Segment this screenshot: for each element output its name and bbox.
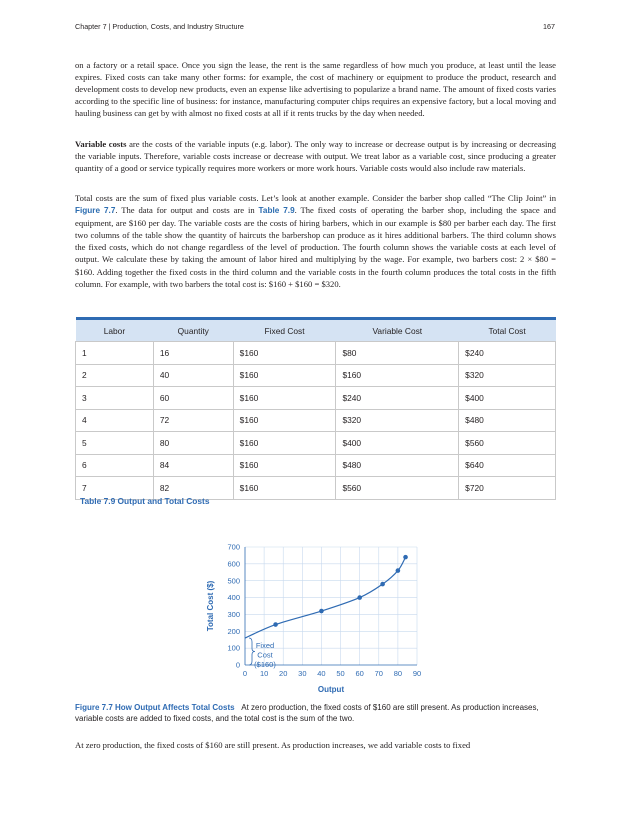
table-cell: 1 xyxy=(76,342,154,365)
figure-caption-text: At zero production, the fixed costs of $160 are still present. As production increases, variable costs are added to fixed costs, and the total cost is the sum of the two. xyxy=(75,703,539,723)
table-caption: Table 7.9 Output and Total Costs xyxy=(80,496,210,506)
table-cell: $160 xyxy=(336,364,459,387)
x-tick-label: 60 xyxy=(355,669,364,678)
y-tick-label: 300 xyxy=(227,610,240,620)
x-tick-label: 80 xyxy=(393,669,403,678)
table-cell: $80 xyxy=(336,342,459,365)
table-cell: $320 xyxy=(459,364,556,387)
table-cell: $160 xyxy=(233,342,336,365)
table-cell: $720 xyxy=(459,477,556,500)
data-point xyxy=(273,622,278,627)
column-header: Labor xyxy=(76,319,154,342)
running-head xyxy=(75,22,555,36)
table-row xyxy=(76,342,556,365)
x-tick-label: 10 xyxy=(259,669,269,678)
table-cell: $160 xyxy=(233,409,336,432)
x-tick-label: 90 xyxy=(412,669,422,678)
table-cell: $400 xyxy=(459,387,556,410)
figure-caption xyxy=(75,703,556,724)
paragraph-fixed-costs xyxy=(75,59,556,119)
y-axis-label: Total Cost ($) xyxy=(206,580,215,632)
table-cell: 2 xyxy=(76,364,154,387)
data-point xyxy=(380,582,385,587)
table-cell: 40 xyxy=(153,364,233,387)
paragraph-variable-costs xyxy=(75,138,556,174)
paragraph-text: At zero production, the fixed costs of $160 are still present. As production increases, we add variable costs to fixed xyxy=(75,740,471,750)
table-cell: $560 xyxy=(459,432,556,455)
term-variable-costs: Variable costs xyxy=(75,139,127,149)
table-cell: 82 xyxy=(153,477,233,500)
table-cell: 3 xyxy=(76,387,154,410)
x-axis-label: Output xyxy=(317,685,345,694)
y-tick-label: 600 xyxy=(227,559,240,569)
data-point xyxy=(357,595,362,600)
table-cell: $160 xyxy=(233,454,336,477)
table-row xyxy=(76,409,556,432)
x-tick-label: 20 xyxy=(279,669,288,678)
table-cell: $640 xyxy=(459,454,556,477)
table-cell: $320 xyxy=(336,409,459,432)
x-tick-label: 30 xyxy=(298,669,307,678)
fixed-cost-annotation xyxy=(249,638,276,669)
table-cell: 5 xyxy=(76,432,154,455)
table-cell: 60 xyxy=(153,387,233,410)
table-cell: $560 xyxy=(336,477,459,500)
table-cell: $240 xyxy=(336,387,459,410)
y-tick-label: 700 xyxy=(227,542,240,552)
x-tick-label: 50 xyxy=(336,669,345,678)
table-header-row xyxy=(76,319,556,342)
y-tick-label: 100 xyxy=(227,643,240,653)
table-cell: $480 xyxy=(459,409,556,432)
annotation-text: Fixed xyxy=(255,641,275,651)
chapter-title: Chapter 7 | Production, Costs, and Industry Structure xyxy=(75,22,244,31)
x-tick-label: 70 xyxy=(374,669,383,678)
figure-link[interactable]: Figure 7.7 xyxy=(75,206,116,216)
paragraph-total-costs xyxy=(75,192,556,290)
table-cell: $160 xyxy=(233,387,336,410)
table-cell: 84 xyxy=(153,454,233,477)
column-header: Quantity xyxy=(153,319,233,342)
column-header: Fixed Cost xyxy=(233,319,336,342)
column-header: Variable Cost xyxy=(336,319,459,342)
table-cell: 4 xyxy=(76,409,154,432)
x-tick-label: 40 xyxy=(317,669,326,678)
y-tick-label: 0 xyxy=(235,660,240,670)
output-cost-table xyxy=(75,317,556,500)
table-cell: $240 xyxy=(459,342,556,365)
table-cell: 7 xyxy=(76,477,154,500)
annotation-text: ($160) xyxy=(254,660,276,670)
paragraph-text: are the costs of the variable inputs (e.g. labor). The only way to increase or decrease output is by increasing or decreasing the variable inputs. Therefore, variable costs increase or decrease with output. We treat labor as a variable cost, since producing a greater quantity of a good or service typically requires more workers or more work hours. Variable costs would also include raw materials. xyxy=(75,139,556,174)
table-link[interactable]: Table 7.9 xyxy=(258,206,295,216)
paragraph-closing xyxy=(75,739,556,751)
table-cell: $160 xyxy=(233,432,336,455)
figure-caption-label: Figure 7.7 How Output Affects Total Costs xyxy=(75,703,235,712)
paragraph-text: . The fixed costs of operating the barber shop, including the space and equipment, are $160 per day. The variable costs are the costs of hiring barbers, which in our example is $80 per barber each day. The first two columns of the table show the quantity of haircuts the barbershop can produce as it hires additional barbers. The third column shows the fixed costs, which do not change regardless of the level of production. The fourth column shows the variable costs at each level of output. We calculate these by taking the amount of labor hired and multiplying by the wage. For example, two barbers cost: 2 × $80 = $160. Adding together the fixed costs in the third column and the variable costs in the fourth column produces the total costs in the fifth column. For example, with two barbers the total cost is: $160 + $160 = $320. xyxy=(75,205,556,289)
table-cell: $160 xyxy=(233,477,336,500)
paragraph-text: Total costs are the sum of fixed plus variable costs. Let’s look at another example. Consider the barber shop called “The Clip Joint” in xyxy=(75,193,556,203)
y-tick-label: 200 xyxy=(227,626,240,636)
y-tick-label: 500 xyxy=(227,576,240,586)
column-header: Total Cost xyxy=(459,319,556,342)
table-row xyxy=(76,454,556,477)
data-point xyxy=(403,555,408,560)
paragraph-text: on a factory or a retail space. Once you sign the lease, the rent is the same regardless of how much you produce, at least until the lease expires. Fixed costs can take many other forms: for example, the cost of machinery or equipment to produce the product, research and development costs to develop new products, even an expense like advertising to popularize a brand name. The amount of fixed costs varies according to the specific line of business: for instance, manufacturing computer chips requires an expensive factory, but a local moving and hauling business can get by with almost no fixed costs at all if it rents trucks by the day when needed. xyxy=(75,60,556,119)
data-point xyxy=(319,609,324,614)
page-number: 167 xyxy=(543,22,555,31)
total-cost-chart xyxy=(195,535,435,700)
table-cell: 80 xyxy=(153,432,233,455)
x-tick-label: 0 xyxy=(242,669,248,678)
table-cell: 72 xyxy=(153,409,233,432)
annotation-text: Cost xyxy=(257,650,273,660)
table-cell: $480 xyxy=(336,454,459,477)
table-cell: 6 xyxy=(76,454,154,477)
table-row xyxy=(76,432,556,455)
table-cell: $400 xyxy=(336,432,459,455)
data-point xyxy=(396,568,401,573)
table-cell: 16 xyxy=(153,342,233,365)
y-tick-label: 400 xyxy=(227,593,240,603)
table-row xyxy=(76,364,556,387)
paragraph-text: . The data for output and costs are in xyxy=(115,205,259,216)
table-cell: $160 xyxy=(233,364,336,387)
table-row xyxy=(76,387,556,410)
